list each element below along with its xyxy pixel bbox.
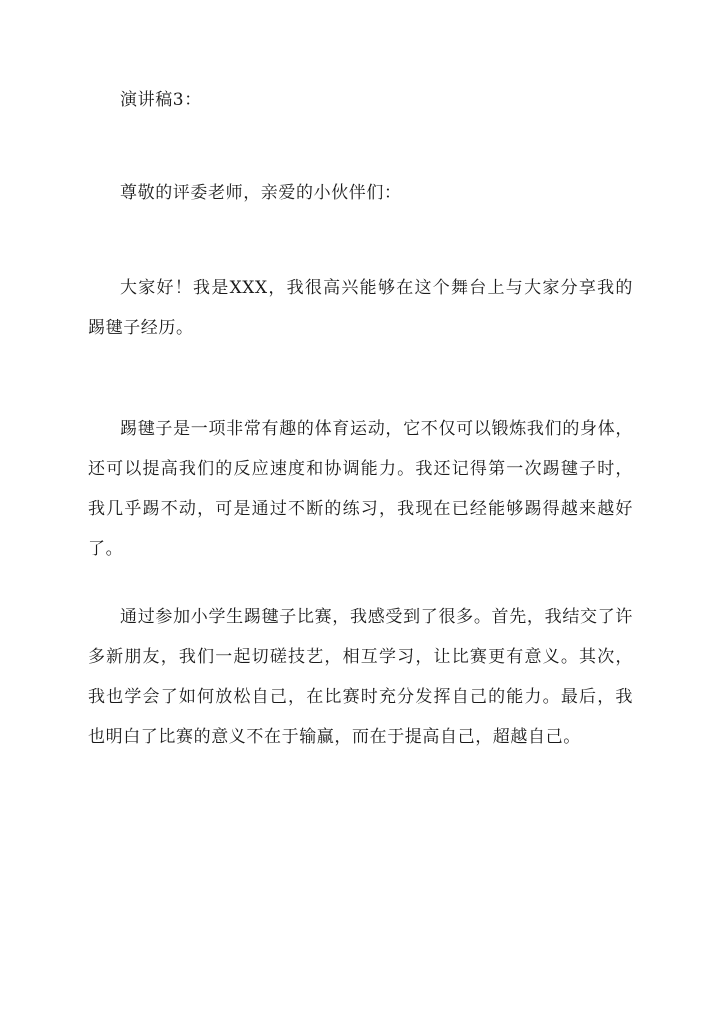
- intro-paragraph: 大家好！我是XXX，我很高兴能够在这个舞台上与大家分享我的踢毽子经历。: [88, 278, 633, 338]
- speech-title: 演讲稿3：: [120, 90, 202, 110]
- greeting-paragraph: 尊敬的评委老师，亲爱的小伙伴们：: [120, 183, 402, 203]
- body-paragraph: 通过参加小学生踢毽子比赛，我感受到了很多。首先，我结交了许多新朋友，我们一起切磋技艺，相互学习，让比赛更有意义。其次，我也学会了如何放松自己，在比赛时充分发挥自己的能力。最后，我也明白了比赛的意义不在于输赢，而在于提高自己，超越自己。: [88, 607, 633, 747]
- body-paragraph: 踢毽子是一项非常有趣的体育运动，它不仅可以锻炼我们的身体，还可以提高我们的反应速度和协调能力。我还记得第一次踢毽子时，我几乎踢不动，可是通过不断的练习，我现在已经能够踢得越来越好了。: [88, 419, 633, 559]
